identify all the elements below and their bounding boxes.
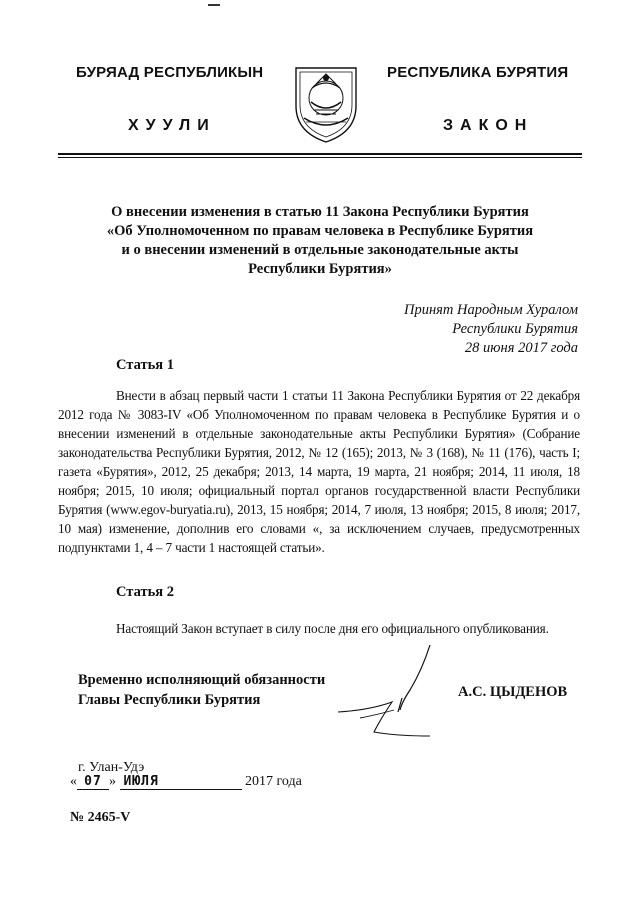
adoption-line: Принят Народным Хуралом	[403, 302, 578, 318]
article-2-heading: Статья 2	[116, 584, 174, 600]
header-rule-thin	[58, 157, 582, 158]
signatory-name: А.С. ЦЫДЕНОВ	[458, 684, 568, 700]
article-1-heading: Статья 1	[116, 357, 174, 373]
header-left-title: БУРЯАД РЕСПУБЛИКЫН	[76, 64, 264, 81]
article-2-text: Настоящий Закон вступает в силу после дня его официального опубликования.	[116, 621, 549, 636]
header-right-title: РЕСПУБЛИКА БУРЯТИЯ	[387, 64, 569, 81]
law-title-line: и о внесении изменений в отдельные законодательные акты	[121, 242, 519, 258]
law-title	[60, 203, 580, 279]
signatory-title-line: Временно исполняющий обязанности	[78, 672, 326, 688]
adoption-line: 28 июня 2017 года	[464, 340, 578, 356]
date-year: 2017 года	[245, 774, 302, 789]
law-title-line: Республики Бурятия»	[248, 261, 392, 277]
header-left-subtitle: ХУУЛИ	[128, 117, 216, 134]
top-mark	[208, 4, 220, 6]
law-number: № 2465-V	[70, 810, 131, 825]
adoption-note	[404, 301, 578, 358]
header-rule-thick	[58, 153, 582, 155]
city: г. Улан-Удэ	[78, 760, 145, 775]
signatory-title-line: Главы Республики Бурятия	[78, 692, 261, 708]
close-quote: »	[109, 774, 116, 789]
header-right-subtitle: ЗАКОН	[443, 117, 534, 134]
date-month: ИЮЛЯ	[120, 775, 242, 790]
signatory-title	[78, 670, 325, 710]
article-1-text: Внести в абзац первый части 1 статьи 11 Закона Республики Бурятия от 22 декабря 2012 года № 3083-IV «Об Уполномоченном по правам человека в Республике Бурятия и о внесении изменений в отдельные законодательные акты Республики Бурятия» (Собрание законодательства Республики Бурятия, 2012, № 12 (165); 2013, № 3 (168), № 11 (176), часть I; газета «Бурятия», 2012, 25 декабря; 2013, 14 марта, 19 марта, 21 ноября; 2014, 11 июля, 18 ноября; 2015, 10 июля; официальный портал органов государственной власти Республики Бурятия (www.egov-buryatia.ru), 2013, 15 ноября; 2014, 7 июля, 13 ноября; 2015, 8 июля; 2017, 10 мая) изменение, дополнив его словами «, за исключением случаев, предусмотренных подпунктами 1, 4 – 7 части 1 настоящей статьи».	[58, 388, 580, 555]
law-title-line: «Об Уполномоченном по правам человека в Республике Бурятия	[106, 223, 534, 239]
coat-of-arms-emblem-icon	[290, 58, 362, 144]
date-day: 07	[77, 775, 109, 790]
law-title-line: О внесении изменения в статью 11 Закона Республики Бурятия	[111, 204, 529, 220]
open-quote: «	[70, 774, 77, 789]
handwritten-signature	[330, 640, 450, 750]
date-line	[70, 774, 302, 790]
adoption-line: Республики Бурятия	[452, 321, 578, 337]
